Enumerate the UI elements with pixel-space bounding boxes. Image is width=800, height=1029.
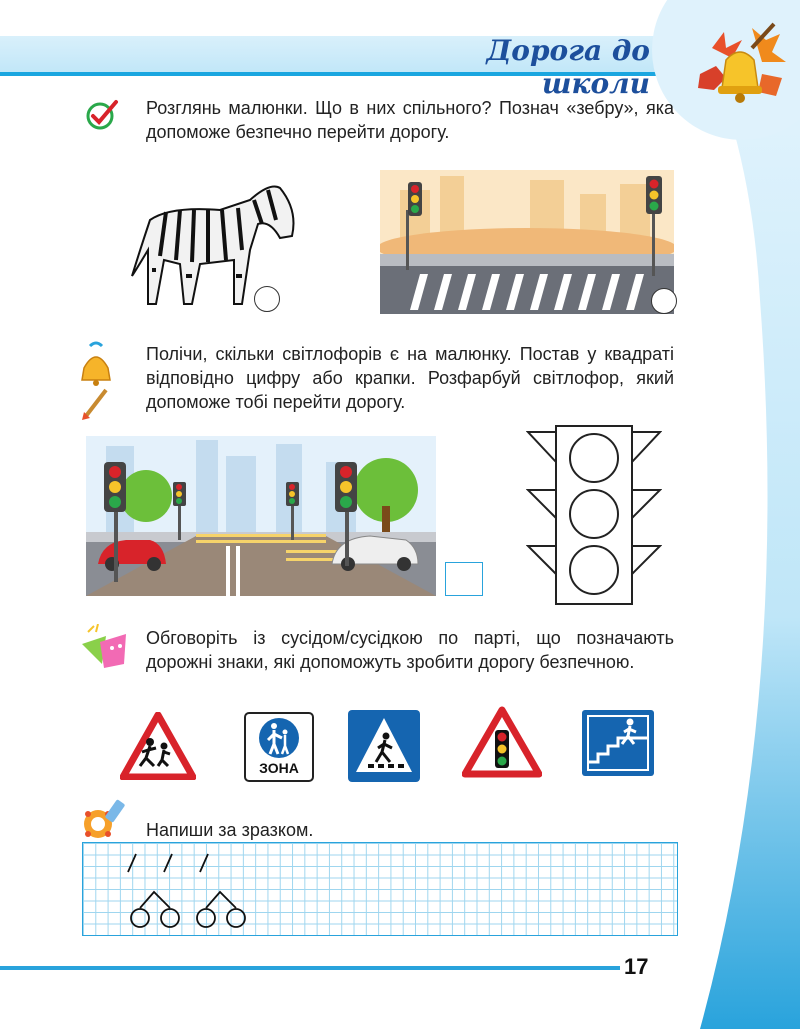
underpass-sign [582,710,654,776]
discuss-icon [80,624,130,670]
crosswalk-answer-circle[interactable] [651,288,677,314]
pencil-icon [80,796,130,842]
bell-brush-icon [76,340,116,420]
checkmark-icon [84,96,120,132]
task-4-text: Напиши за зразком. [146,820,314,840]
task-1-text: Розглянь малюнки. Що в них спільного? Познач «зебру», яка допоможе безпечно перейти дорогу. [146,98,674,142]
page-title: Дорога до школи [486,34,650,100]
pedestrian-zone-label: ЗОНА [259,760,299,776]
count-answer-square[interactable] [445,562,483,596]
footer-line [0,966,620,970]
zebra-answer-circle[interactable] [254,286,280,312]
page-number: 17 [624,954,649,979]
street-scene-illustration [86,436,436,596]
writing-sample [82,842,282,934]
traffic-light-warning-sign [462,706,542,778]
task-3-text: Обговоріть із сусідом/сусідкою по парті, що позначають дорожні знаки, які допоможуть зробити дорогу безпечною. [146,628,674,672]
traffic-light-outline[interactable] [526,422,662,606]
task-2-text: Полічи, скільки світлофорів є на малюнку. Постав у квадраті відповідно цифру або крапки. Розфарбуй світлофор, який допоможе тобі перейти дорогу. [146,344,674,412]
children-warning-sign [120,712,196,780]
crosswalk-sign [348,710,420,782]
autumn-bell-icon [692,18,788,118]
crosswalk-illustration [380,170,674,314]
